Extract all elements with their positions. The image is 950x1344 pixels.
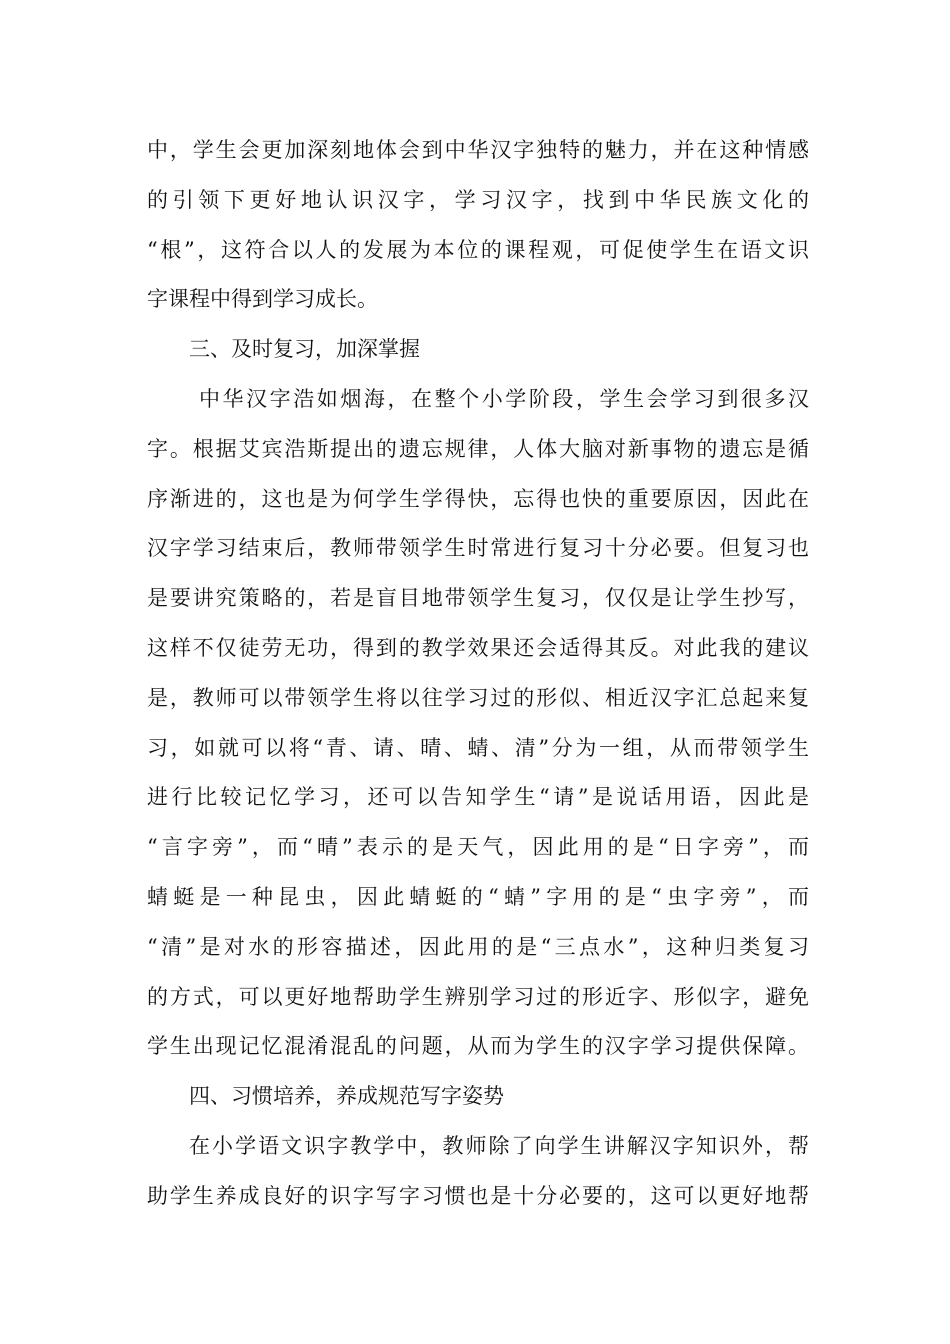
text-line-4: 字课程中得到学习成长。 xyxy=(147,287,378,312)
text-line-17: “清”是对水的形容描述，因此用的是“三点水”，这种归类复习 xyxy=(147,934,809,959)
text-line-1: 中，学生会更加深刻地体会到中华汉字独特的魅力，并在这种情感 xyxy=(147,138,809,162)
text-line-6: 中华汉字浩如烟海，在整个小学阶段，学生会学习到很多汉 xyxy=(199,386,809,411)
text-line-21: 在小学语文识字教学中，教师除了向学生讲解汉字知识外，帮 xyxy=(189,1133,809,1158)
text-line-15: “言字旁”，而“晴”表示的是天气，因此用的是“日字旁”，而 xyxy=(147,835,809,860)
text-line-10: 是要讲究策略的，若是盲目地带领学生复习，仅仅是让学生抄写， xyxy=(147,586,809,611)
text-line-19: 学生出现记忆混淆混乱的问题，从而为学生的汉字学习提供保障。 xyxy=(147,1034,809,1059)
text-line-11: 这样不仅徒劳无功，得到的教学效果还会适得其反。对此我的建议 xyxy=(147,635,809,660)
text-line-9: 汉字学习结束后，教师带领学生时常进行复习十分必要。但复习也 xyxy=(147,536,809,561)
text-line-3: “根”，这符合以人的发展为本位的课程观，可促使学生在语文识 xyxy=(147,237,809,262)
text-line-14: 进行比较记忆学习，还可以告知学生“请”是说话用语，因此是 xyxy=(147,785,809,810)
text-line-12: 是，教师可以带领学生将以往学习过的形似、相近汉字汇总起来复 xyxy=(147,685,809,710)
text-line-18: 的方式，可以更好地帮助学生辨别学习过的形近字、形似字，避免 xyxy=(147,984,809,1009)
text-line-2: 的引领下更好地认识汉字，学习汉字，找到中华民族文化的 xyxy=(147,187,809,212)
text-line-22: 助学生养成良好的识字写字习惯也是十分必要的，这可以更好地帮 xyxy=(147,1183,809,1208)
text-line-7: 字。根据艾宾浩斯提出的遗忘规律，人体大脑对新事物的遗忘是循 xyxy=(147,436,809,461)
text-line-8: 序渐进的，这也是为何学生学得快，忘得也快的重要原因，因此在 xyxy=(147,486,809,511)
text-line-13: 习，如就可以将“青、请、晴、蜻、清”分为一组，从而带领学生 xyxy=(147,735,809,760)
section-heading-4: 四、习惯培养，养成规范写字姿势 xyxy=(189,1084,504,1109)
text-line-16: 蜻蜓是一种昆虫，因此蜻蜓的“蜻”字用的是“虫字旁”，而 xyxy=(147,884,809,909)
section-heading-3: 三、及时复习，加深掌握 xyxy=(189,337,420,362)
body-text xyxy=(147,126,809,1222)
